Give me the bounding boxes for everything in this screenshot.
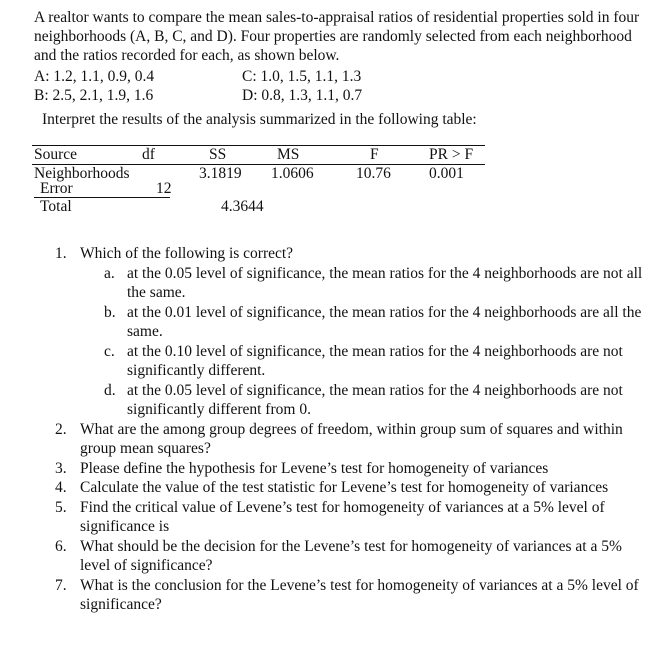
- choice-letter: d.: [104, 381, 116, 399]
- question-number: 3.: [55, 459, 67, 477]
- question-6: [0, 537, 650, 576]
- choice-c: [80, 342, 650, 381]
- choice-letter: c.: [104, 342, 115, 360]
- row-error-df: 12: [156, 180, 172, 197]
- data-neighborhood-c: C: 1.0, 1.5, 1.1, 1.3: [242, 68, 362, 85]
- question-text: What should be the decision for the Levene’s test for homogeneity of variances at a 5% level of significance?: [80, 537, 622, 574]
- question-number: 6.: [55, 537, 67, 555]
- data-row-2: [34, 86, 363, 105]
- choice-text: at the 0.01 level of significance, the mean ratios for the 4 neighborhoods are all the same.: [127, 303, 642, 340]
- interpret-instruction: Interpret the results of the analysis summarized in the following table:: [42, 111, 477, 128]
- question-number: 2.: [55, 420, 67, 438]
- header-p: PR > F: [429, 146, 474, 163]
- question-text: Find the critical value of Levene’s test for homogeneity of variances at a 5% level of significance is: [80, 498, 605, 535]
- question-text: Which of the following is correct?: [80, 245, 294, 262]
- data-neighborhood-b: B: 2.5, 2.1, 1.9, 1.6: [34, 87, 154, 104]
- header-source: Source: [34, 146, 78, 163]
- choice-list: [80, 264, 650, 420]
- question-text: Please define the hypothesis for Levene’s test for homogeneity of variances: [80, 459, 549, 477]
- question-5: [0, 498, 650, 537]
- choice-b: [80, 303, 650, 342]
- question-7: [0, 576, 650, 615]
- anova-table: [32, 145, 485, 219]
- question-number: 1.: [55, 245, 67, 262]
- row-error-source: Error: [40, 180, 73, 197]
- choice-text: at the 0.05 level of significance, the mean ratios for the 4 neighborhoods are not significantly different from 0.: [127, 381, 623, 418]
- question-text: What are the among group degrees of freedom, within group sum of squares and within group mean squares?: [80, 420, 623, 457]
- header-ms: MS: [277, 146, 300, 163]
- question-3: [0, 459, 650, 479]
- question-2: [0, 420, 650, 459]
- row-neighborhoods-ss: 3.1819: [199, 165, 242, 182]
- data-neighborhood-a: A: 1.2, 1.1, 0.9, 0.4: [34, 68, 155, 85]
- header-df: df: [142, 146, 155, 163]
- question-list: [0, 244, 650, 615]
- question-number: 7.: [55, 576, 67, 594]
- row-neighborhoods-p: 0.001: [429, 165, 464, 182]
- choice-a: [80, 264, 650, 303]
- choice-text: at the 0.10 level of significance, the mean ratios for the 4 neighborhoods are not significantly different.: [127, 342, 623, 379]
- choice-text: at the 0.05 level of significance, the mean ratios for the 4 neighborhoods are not all the same.: [127, 264, 643, 301]
- data-row-1: [34, 67, 362, 86]
- row-neighborhoods-f: 10.76: [356, 165, 391, 182]
- question-text: What is the conclusion for the Levene’s test for homogeneity of variances at a 5% level of significance?: [80, 576, 639, 613]
- row-total-source: Total: [40, 198, 72, 215]
- table-top-rule: [32, 145, 485, 146]
- problem-intro: A realtor wants to compare the mean sales-to-appraisal ratios of residential properties sold in four neighborhoods (A, B, C, and D). Four properties are randomly selected from each neighborhood and the ratios recorded for each, as shown below.: [34, 9, 640, 64]
- header-f: F: [370, 146, 379, 163]
- question-number: 4.: [55, 479, 67, 496]
- data-neighborhood-d: D: 0.8, 1.3, 1.1, 0.7: [242, 87, 363, 104]
- row-neighborhoods-ms: 1.0606: [271, 165, 314, 182]
- question-text: Calculate the value of the test statistic for Levene’s test for homogeneity of variances: [80, 479, 609, 496]
- question-4: [0, 478, 650, 498]
- question-number: 5.: [55, 498, 67, 516]
- choice-letter: b.: [104, 303, 116, 321]
- row-total-ss: 4.3644: [221, 198, 264, 215]
- row-neighborhoods-source: Neighborhoods: [34, 165, 130, 182]
- header-ss: SS: [209, 146, 227, 163]
- choice-d: [80, 381, 650, 420]
- question-1: [0, 244, 650, 420]
- choice-letter: a.: [104, 264, 115, 282]
